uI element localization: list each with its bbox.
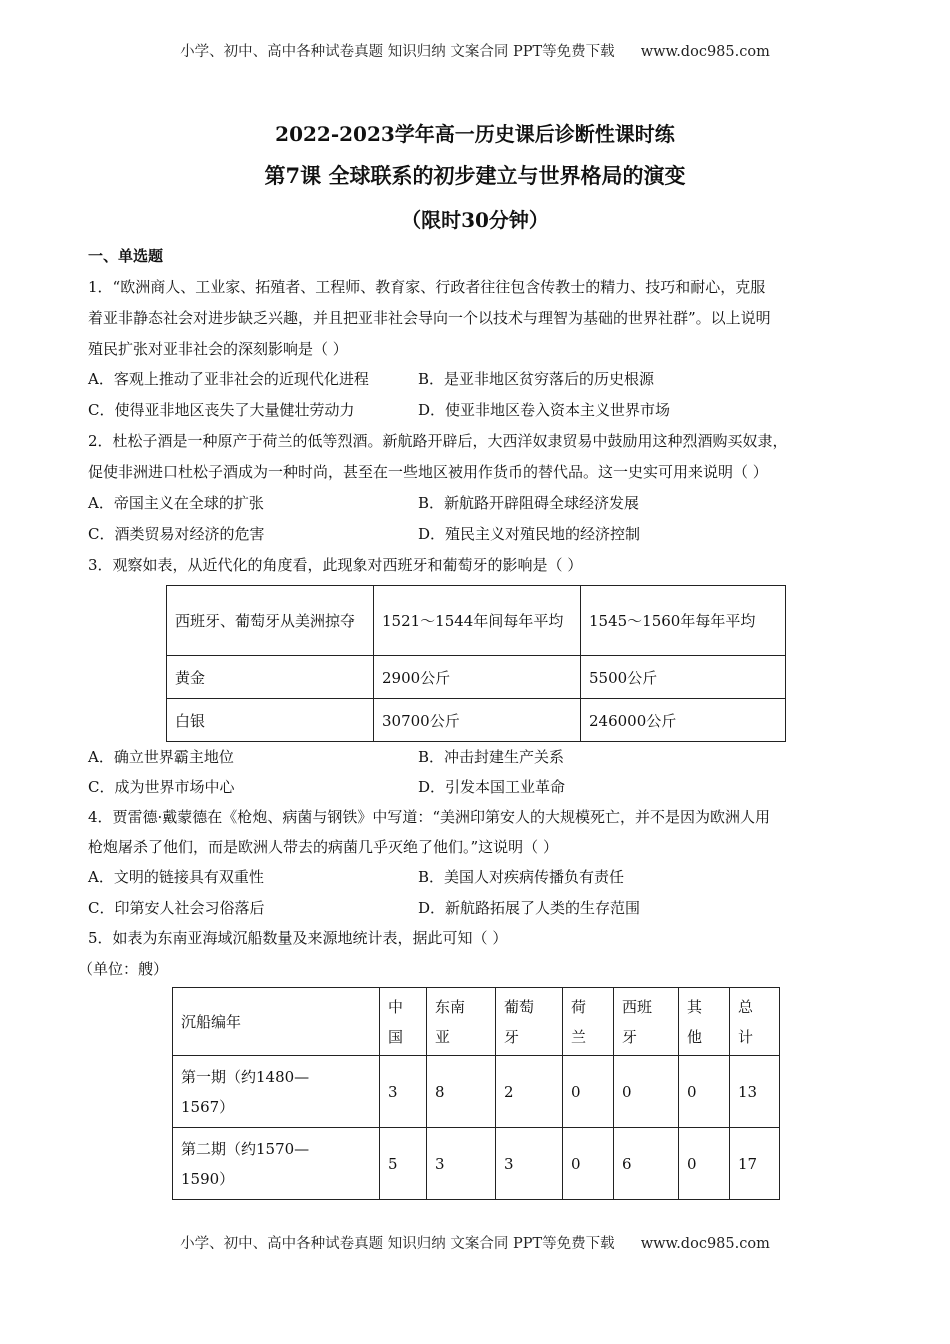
footer-text: 小学、初中、高中各种试卷真题 知识归纳 文案合同 PPT等免费下载 xyxy=(180,1236,615,1252)
q3-table xyxy=(166,585,786,742)
q2-option-a[interactable]: A．帝国主义在全球的扩张 xyxy=(88,494,264,512)
q5-cell xyxy=(173,1056,380,1128)
q5-unit: （单位：艘） xyxy=(78,960,169,978)
q5-th xyxy=(427,988,496,1056)
q3-option-a[interactable]: A．确立世界霸主地位 xyxy=(88,748,234,766)
q5-th xyxy=(563,988,614,1056)
q5-th: 沉船编年 xyxy=(173,988,380,1056)
q5-cell: 3 xyxy=(380,1056,427,1128)
q1-line-1: 1．“欧洲商人、工业家、拓殖者、工程师、教育家、行政者往往包含传教士的精力、技巧和耐心，克服 xyxy=(88,278,766,296)
q5-cell: 5 xyxy=(380,1128,427,1200)
q5-cell xyxy=(173,1128,380,1200)
q2-option-b[interactable]: B．新航路开辟阻碍全球经济发展 xyxy=(418,494,640,512)
q5-cell: 0 xyxy=(563,1056,614,1128)
q5-th-text: 东南亚 xyxy=(435,997,466,1046)
q5-th-text: 中国 xyxy=(388,997,404,1046)
q4-line-2: 枪炮屠杀了他们，而是欧洲人带去的病菌几乎灭绝了他们。”这说明（ ） xyxy=(88,838,558,856)
exam-title: 2022-2023学年高一历史课后诊断性课时练 xyxy=(275,122,675,146)
q4-option-c[interactable]: C．印第安人社会习俗落后 xyxy=(88,899,265,917)
q4-option-d[interactable]: D．新航路拓展了人类的生存范围 xyxy=(418,899,641,917)
q1-option-c[interactable]: C．使得亚非地区丧失了大量健壮劳动力 xyxy=(88,401,355,419)
q5-stem: 5．如表为东南亚海域沉船数量及来源地统计表，据此可知（ ） xyxy=(88,929,508,947)
q5-cell-text: 第二期（约1570—1590） xyxy=(181,1139,310,1188)
q5-cell: 2 xyxy=(496,1056,563,1128)
q3-cell: 246000公斤 xyxy=(581,699,786,742)
q1-option-a[interactable]: A．客观上推动了亚非社会的近现代化进程 xyxy=(88,370,369,388)
q5-table xyxy=(172,987,780,1200)
q5-th xyxy=(614,988,679,1056)
q1-option-d[interactable]: D．使亚非地区卷入资本主义世界市场 xyxy=(418,401,671,419)
q5-cell: 17 xyxy=(730,1128,780,1200)
q2-option-d[interactable]: D．殖民主义对殖民地的经济控制 xyxy=(418,525,641,543)
q4-line-1: 4．贾雷德·戴蒙德在《枪炮、病菌与钢铁》中写道：“美洲印第安人的大规模死亡，并不是因为欧洲人用 xyxy=(88,808,770,826)
lesson-title: 第7课 全球联系的初步建立与世界格局的演变 xyxy=(264,163,686,188)
q3-option-b[interactable]: B．冲击封建生产关系 xyxy=(418,748,565,766)
table-row xyxy=(167,656,786,699)
q1-line-3: 殖民扩张对亚非社会的深刻影响是（ ） xyxy=(88,340,348,358)
q5-th-text: 其他 xyxy=(687,997,703,1046)
q5-th-text: 葡萄牙 xyxy=(504,997,535,1046)
q3-cell: 5500公斤 xyxy=(581,656,786,699)
q5-table-header xyxy=(173,988,780,1056)
q3-th-3: 1545～1560年每年平均 xyxy=(581,586,786,656)
q4-option-a[interactable]: A．文明的链接具有双重性 xyxy=(88,868,264,886)
q3-stem: 3．观察如表，从近代化的角度看，此现象对西班牙和葡萄牙的影响是（ ） xyxy=(88,556,583,574)
header-url[interactable]: www.doc985.com xyxy=(640,44,770,60)
page-footer xyxy=(0,1232,950,1253)
q5-th xyxy=(380,988,427,1056)
q2-option-c[interactable]: C．酒类贸易对经济的危害 xyxy=(88,525,265,543)
table-row xyxy=(167,699,786,742)
q3-th-1: 西班牙、葡萄牙从美洲掠夺 xyxy=(167,586,374,656)
q4-option-b[interactable]: B．美国人对疾病传播负有责任 xyxy=(418,868,625,886)
q3-option-c[interactable]: C．成为世界市场中心 xyxy=(88,778,235,796)
time-limit: （限时30分钟） xyxy=(401,208,549,232)
section-heading: 一、单选题 xyxy=(88,247,164,265)
q5-cell: 3 xyxy=(496,1128,563,1200)
q3-option-d[interactable]: D．引发本国工业革命 xyxy=(418,778,566,796)
q5-th xyxy=(679,988,730,1056)
q5-cell: 0 xyxy=(679,1128,730,1200)
q2-line-1: 2．杜松子酒是一种原产于荷兰的低等烈酒。新航路开辟后，大西洋奴隶贸易中鼓励用这种烈酒购买奴隶， xyxy=(88,432,788,450)
q1-line-2: 着亚非静态社会对进步缺乏兴趣，并且把亚非社会导向一个以技术与理智为基础的世界社群”。以上说明 xyxy=(88,309,771,327)
q5-th-text: 荷兰 xyxy=(571,997,587,1046)
q3-cell: 2900公斤 xyxy=(374,656,581,699)
q5-cell: 8 xyxy=(427,1056,496,1128)
q5-cell: 0 xyxy=(614,1056,679,1128)
q5-cell: 3 xyxy=(427,1128,496,1200)
q3-cell: 白银 xyxy=(167,699,374,742)
table-row xyxy=(173,1056,780,1128)
q5-th-text: 总计 xyxy=(738,997,754,1046)
q3-table-header xyxy=(167,586,786,656)
q5-cell-text: 第一期（约1480—1567） xyxy=(181,1067,310,1116)
footer-url[interactable]: www.doc985.com xyxy=(640,1236,770,1252)
q5-cell: 0 xyxy=(679,1056,730,1128)
q5-cell: 6 xyxy=(614,1128,679,1200)
q1-option-b[interactable]: B．是亚非地区贫穷落后的历史根源 xyxy=(418,370,655,388)
q5-th xyxy=(496,988,563,1056)
q5-th xyxy=(730,988,780,1056)
q5-cell: 13 xyxy=(730,1056,780,1128)
table-row xyxy=(173,1128,780,1200)
q3-th-2: 1521～1544年间每年平均 xyxy=(374,586,581,656)
header-text: 小学、初中、高中各种试卷真题 知识归纳 文案合同 PPT等免费下载 xyxy=(180,44,615,60)
q5-cell: 0 xyxy=(563,1128,614,1200)
q2-line-2: 促使非洲进口杜松子酒成为一种时尚，甚至在一些地区被用作货币的替代品。这一史实可用来说明（ ） xyxy=(88,463,768,481)
page-header xyxy=(0,40,950,61)
q3-cell: 黄金 xyxy=(167,656,374,699)
q3-cell: 30700公斤 xyxy=(374,699,581,742)
q5-th-text: 西班牙 xyxy=(622,997,653,1046)
